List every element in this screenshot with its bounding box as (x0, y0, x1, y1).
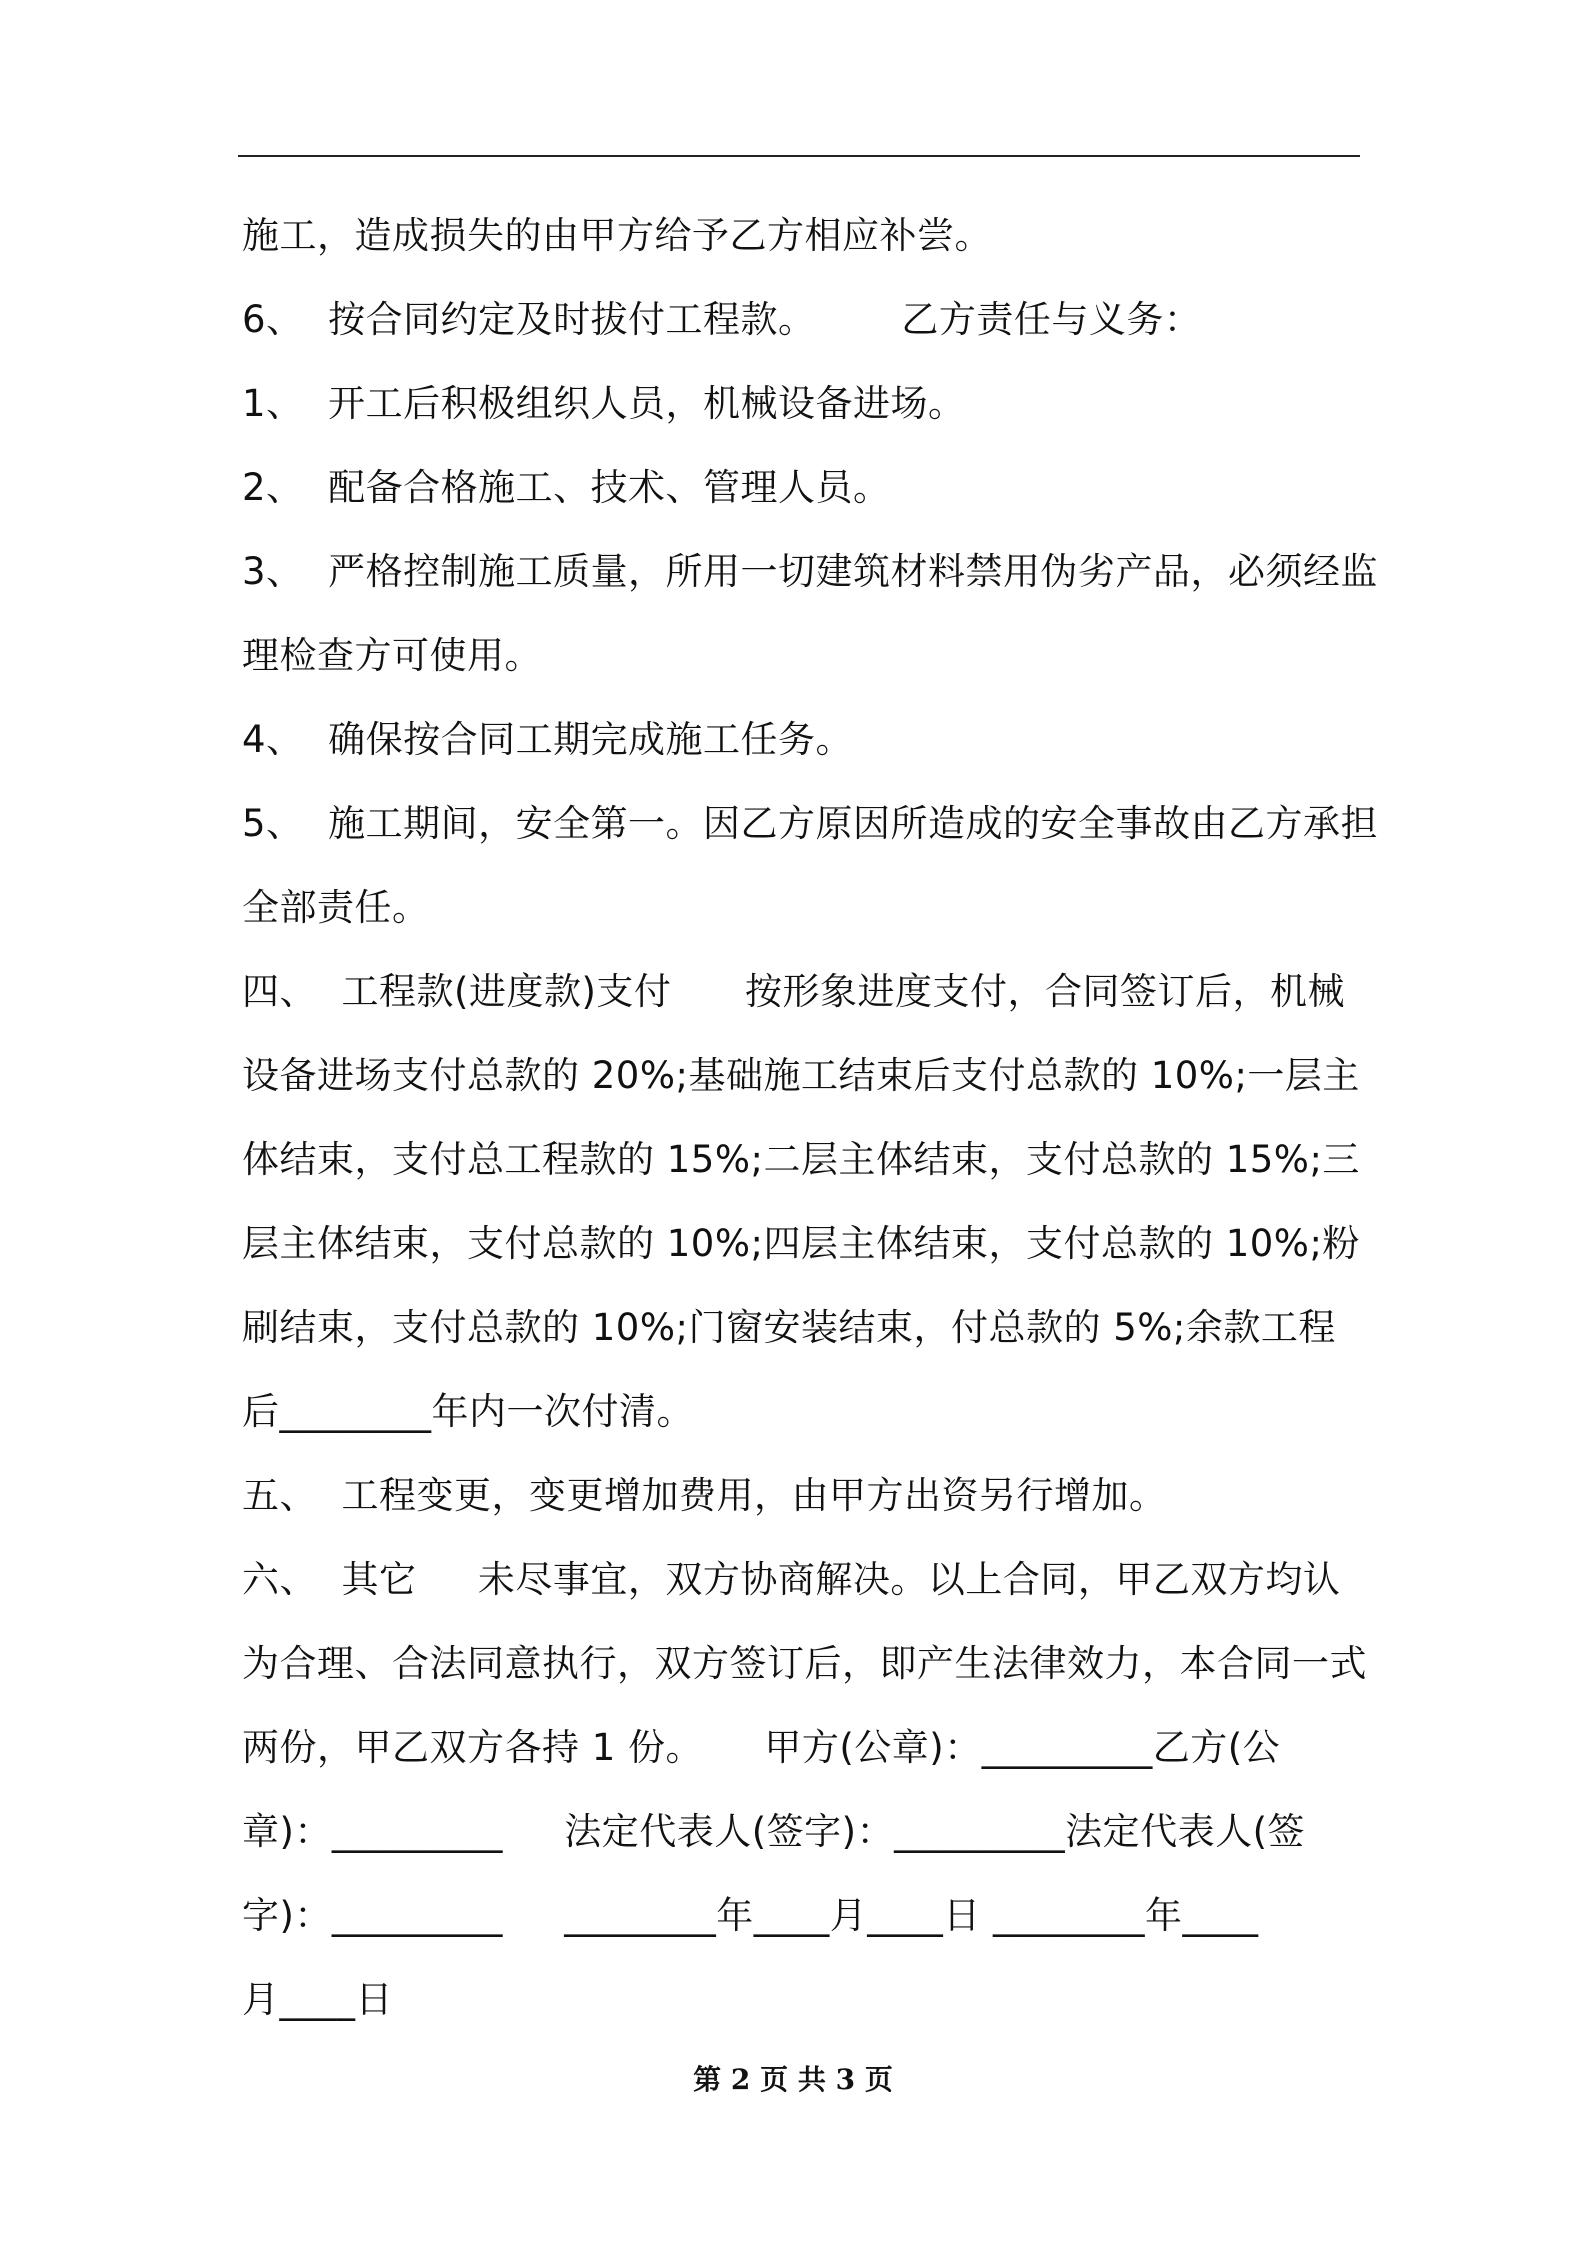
text-line: 章)：_________ 法定代表人(签字)：_________法定代表人(签 (242, 1810, 1306, 1853)
text-line: 6、 按合同约定及时拔付工程款。 乙方责任与义务： (242, 298, 1202, 341)
document-body (242, 194, 1379, 2042)
text-line: 4、 确保按合同工期完成施工任务。 (242, 718, 854, 761)
header-rule (238, 155, 1360, 157)
page-number-footer: 第 2 页 共 3 页 (693, 2063, 893, 2096)
text-line: 月____日 (242, 1978, 393, 2021)
text-line: 体结束，支付总工程款的 15%;二层主体结束，支付总款的 15%;三 (242, 1138, 1360, 1181)
text-line: 字)：_________ ________年____月____日 ________年____ (242, 1894, 1259, 1937)
text-line: 六、 其它 未尽事宜，双方协商解决。以上合同，甲乙双方均认 (242, 1558, 1341, 1601)
text-line: 为合理、合法同意执行，双方签订后，即产生法律效力，本合同一式 (242, 1642, 1367, 1685)
text-line: 五、 工程变更，变更增加费用，由甲方出资另行增加。 (242, 1474, 1167, 1517)
text-line: 2、 配备合格施工、技术、管理人员。 (242, 466, 891, 509)
text-line: 理检查方可使用。 (242, 634, 542, 677)
text-line: 5、 施工期间，安全第一。因乙方原因所造成的安全事故由乙方承担 (242, 802, 1379, 845)
text-line: 设备进场支付总款的 20%;基础施工结束后支付总款的 10%;一层主 (242, 1054, 1360, 1097)
text-line: 后________年内一次付清。 (242, 1390, 694, 1433)
text-line: 施工，造成损失的由甲方给予乙方相应补尝。 (242, 214, 992, 257)
text-line: 3、 严格控制施工质量，所用一切建筑材料禁用伪劣产品，必须经监 (242, 550, 1379, 593)
text-line: 两份，甲乙双方各持 1 份。 甲方(公章)：_________乙方(公 (242, 1726, 1281, 1769)
text-line: 1、 开工后积极组织人员，机械设备进场。 (242, 382, 966, 425)
text-line: 全部责任。 (242, 886, 430, 929)
text-line: 层主体结束，支付总款的 10%;四层主体结束，支付总款的 10%;粉 (242, 1222, 1360, 1265)
text-line: 刷结束，支付总款的 10%;门窗安装结束，付总款的 5%;余款工程 (242, 1306, 1336, 1349)
text-line: 四、 工程款(进度款)支付 按形象进度支付，合同签订后，机械 (242, 970, 1345, 1013)
